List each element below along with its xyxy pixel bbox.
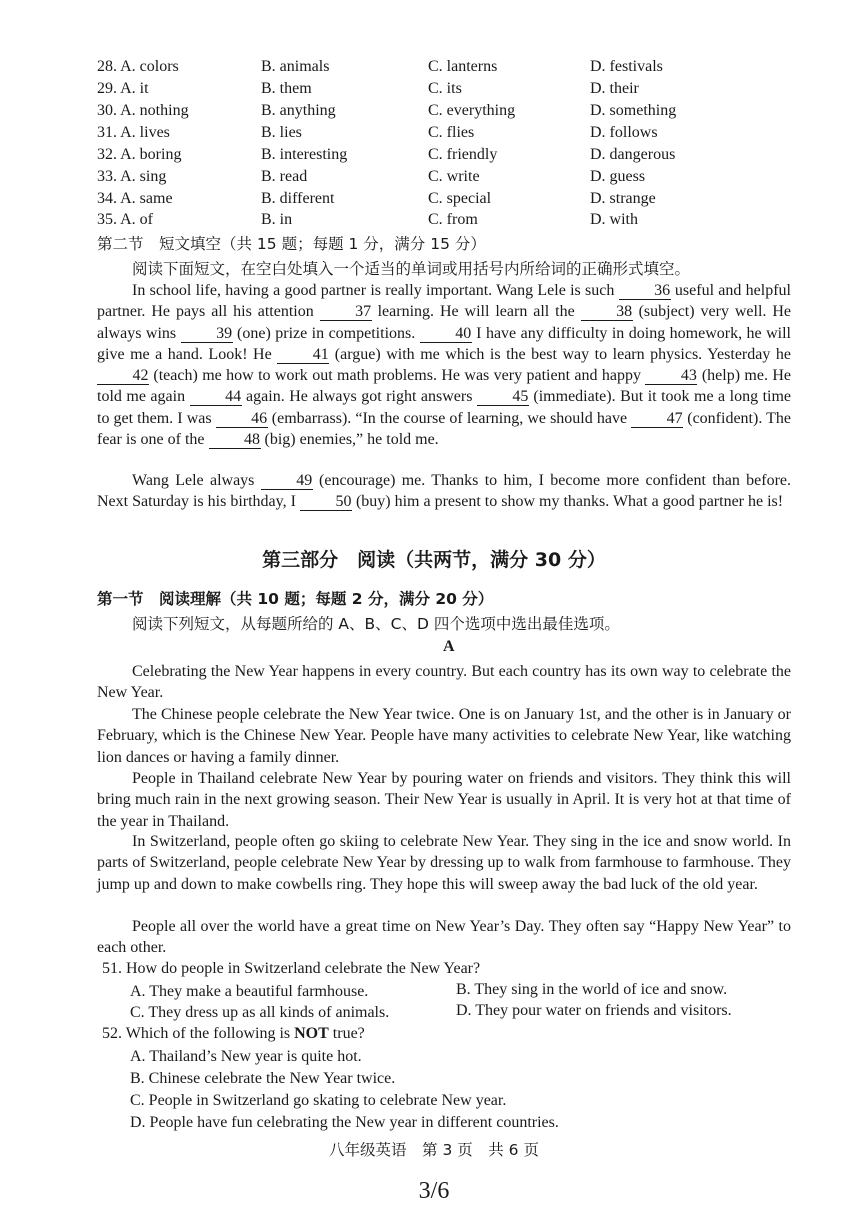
paragraph-text: useful and helpful partner. He pays all his attention [97, 282, 791, 321]
option-c[interactable]: C. flies [428, 124, 475, 141]
option-d[interactable]: D. their [590, 80, 639, 97]
passage-para-2: The Chinese people celebrate the New Year twice. One is on January 1st, and the other is in January or February, which is the Chinese New Year. People have many activities to celebrate New Year, like watching lion dances or having a family dinner. [97, 706, 791, 766]
paragraph-text: (buy) him a present to show my thanks. What a good partner he is! [351, 493, 784, 511]
option-a[interactable]: 28. A. colors [97, 58, 179, 75]
option-d[interactable]: D. festivals [590, 58, 663, 75]
question-51-option-d[interactable]: D. They pour water on friends and visitors. [456, 1002, 732, 1019]
option-a[interactable]: 32. A. boring [97, 146, 182, 163]
option-b[interactable]: B. them [261, 80, 312, 97]
answer-blank[interactable]: 40 [420, 326, 472, 343]
paragraph-text: again. He always got right answers [241, 388, 477, 406]
question-52-stem [102, 1025, 365, 1043]
passage-para-5: People all over the world have a great time on New Year’s Day. They often say “Happy New Year” to each other. [97, 918, 791, 957]
option-d[interactable]: D. guess [590, 168, 646, 185]
question-52-option-c[interactable]: C. People in Switzerland go skating to celebrate New year. [130, 1092, 507, 1109]
paragraph-text: (subject) very well. He always wins [97, 303, 792, 342]
option-c[interactable]: C. lanterns [428, 58, 498, 75]
paragraph-text: learning. He will learn all the [371, 303, 581, 321]
answer-blank[interactable]: 37 [320, 304, 372, 321]
answer-blank[interactable]: 44 [190, 389, 242, 406]
answer-blank[interactable]: 50 [300, 494, 352, 511]
option-a[interactable]: 35. A. of [97, 211, 153, 228]
paragraph-text: In school life, having a good partner is really important. Wang Lele is such [132, 282, 619, 299]
paragraph-text: (teach) me how to work out math problems. He was very patient and happy [149, 367, 646, 385]
passage-label: A [443, 638, 455, 655]
question-52-stem-post: true? [328, 1025, 365, 1042]
option-b[interactable]: B. animals [261, 58, 330, 75]
option-b[interactable]: B. interesting [261, 146, 348, 163]
question-51-option-c[interactable]: C. They dress up as all kinds of animals. [130, 1004, 390, 1021]
answer-blank[interactable]: 39 [181, 326, 233, 343]
paragraph-text: (encourage) me. Thanks to him, I become more confident than before. Next Saturday is his birthday, I [97, 472, 791, 511]
option-b[interactable]: B. different [261, 190, 335, 207]
part-3-title: 第三部分 阅读（共两节，满分 30 分） [262, 549, 606, 571]
paragraph-text: (help) me. He told me again [97, 367, 792, 406]
option-d[interactable]: D. with [590, 211, 638, 228]
section-2-instruction: 阅读下面短文，在空白处填入一个适当的单词或用括号内所给词的正确形式填空。 [132, 260, 691, 278]
page-number: 3/6 [418, 1178, 450, 1204]
cloze-paragraph-1 [97, 280, 791, 450]
reading-instruction: 阅读下列短文，从每题所给的 A、B、C、D 四个选项中选出最佳选项。 [132, 615, 620, 633]
passage-para-4: In Switzerland, people often go skiing to celebrate New Year. They sing in the ice and snow world. In parts of Switzerland, people celebrate New Year by dressing up to walk from farmhouse to farmhouse. They jump up and down to make cowbells ring. They hope this will sweep away the bad luck of the old year. [97, 833, 791, 893]
option-d[interactable]: D. something [590, 102, 677, 119]
question-52-option-a[interactable]: A. Thailand’s New year is quite hot. [130, 1048, 362, 1065]
paragraph-text: (argue) with me which is the best way to learn physics. Yesterday he [329, 345, 791, 363]
option-c[interactable]: C. its [428, 80, 462, 97]
answer-blank[interactable]: 48 [209, 432, 261, 449]
cloze-paragraph-2 [97, 470, 791, 513]
paragraph-text: (confident). The fear is one of the [97, 409, 791, 449]
paragraph-text: I have any difficulty in doing homework, he will give me a hand. Look! He [97, 324, 792, 363]
option-a[interactable]: 30. A. nothing [97, 102, 189, 119]
answer-blank[interactable]: 42 [97, 368, 149, 385]
option-d[interactable]: D. dangerous [590, 146, 676, 163]
question-51-option-b[interactable]: B. They sing in the world of ice and snow. [456, 981, 728, 998]
question-52-stem-pre: 52. Which of the following is [102, 1025, 295, 1042]
question-52-option-d[interactable]: D. People have fun celebrating the New year in different countries. [130, 1114, 559, 1131]
option-c[interactable]: C. special [428, 190, 492, 207]
option-b[interactable]: B. anything [261, 102, 336, 119]
question-51-option-a[interactable]: A. They make a beautiful farmhouse. [130, 983, 369, 1000]
question-52-option-b[interactable]: B. Chinese celebrate the New Year twice. [130, 1070, 396, 1087]
section-2-title: 第二节 短文填空（共 15 题；每题 1 分，满分 15 分） [97, 235, 486, 253]
option-d[interactable]: D. follows [590, 124, 658, 141]
question-51-stem: 51. How do people in Switzerland celebrate the New Year? [102, 960, 481, 977]
option-c[interactable]: C. write [428, 168, 480, 185]
option-b[interactable]: B. lies [261, 124, 302, 141]
paragraph-text: (embarrass). “In the course of learning, we should have [267, 409, 632, 427]
option-b[interactable]: B. read [261, 168, 308, 185]
option-b[interactable]: B. in [261, 211, 293, 228]
option-d[interactable]: D. strange [590, 190, 656, 207]
option-a[interactable]: 31. A. lives [97, 124, 170, 141]
answer-blank[interactable]: 45 [477, 389, 529, 406]
answer-blank[interactable]: 47 [631, 411, 683, 428]
option-a[interactable]: 34. A. same [97, 190, 173, 207]
answer-blank[interactable]: 46 [216, 411, 268, 428]
answer-blank[interactable]: 43 [645, 368, 697, 385]
option-a[interactable]: 29. A. it [97, 80, 149, 97]
reading-section-title-text: 第一节 阅读理解（共 10 题；每题 2 分，满分 20 分） [97, 590, 494, 608]
passage-para-1: Celebrating the New Year happens in every country. But each country has its own way to celebrate the New Year. [97, 663, 791, 702]
reading-section-title [97, 587, 493, 609]
passage-para-3: People in Thailand celebrate New Year by pouring water on friends and visitors. They think this will bring much rain in the next growing season. Their New Year is usually in April. It is very hot at that time of the year in Thailand. [97, 770, 791, 830]
option-c[interactable]: C. from [428, 211, 478, 228]
answer-blank[interactable]: 41 [277, 347, 329, 364]
question-52-stem-bold: NOT [294, 1025, 329, 1042]
paragraph-text: (big) enemies,” he told me. [260, 431, 439, 449]
option-c[interactable]: C. friendly [428, 146, 498, 163]
answer-blank[interactable]: 38 [581, 304, 633, 321]
paragraph-text: (one) prize in competitions. [232, 324, 420, 342]
paragraph-text: (immediate). But it took me a long time to get them. I was [97, 388, 792, 427]
option-a[interactable]: 33. A. sing [97, 168, 167, 185]
answer-blank[interactable]: 49 [261, 473, 313, 490]
answer-blank[interactable]: 36 [619, 283, 671, 300]
option-c[interactable]: C. everything [428, 102, 516, 119]
page-footer: 八年级英语 第 3 页 共 6 页 [329, 1141, 539, 1159]
paragraph-text: Wang Lele always [132, 472, 261, 489]
